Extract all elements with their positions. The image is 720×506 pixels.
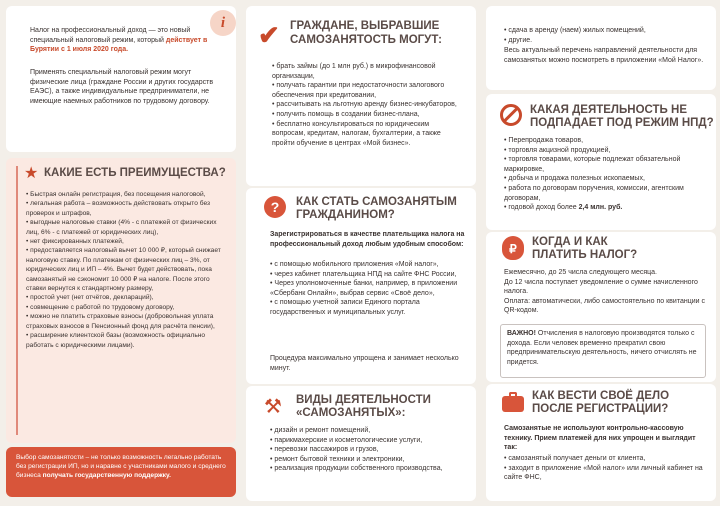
business-title-2: ПОСЛЕ РЕГИСТРАЦИИ? <box>532 403 669 415</box>
howto-title-2: ГРАЖДАНИНОМ? <box>296 209 395 221</box>
kinds-title-2: «САМОЗАНЯТЫХ»: <box>296 407 406 419</box>
intro-panel <box>6 6 236 152</box>
rights-title-2: САМОЗАНЯТОСТЬ МОГУТ: <box>290 34 443 46</box>
briefcase-icon <box>502 396 524 412</box>
list-item: • Через уполномоченные банки, например, в приложении «Сбербанк Онлайн», выбрав сервис «Своё дело», <box>270 279 466 298</box>
prohibited-icon <box>500 104 522 126</box>
notallowed-title-1: КАКАЯ ДЕЯТЕЛЬНОСТЬ НЕ <box>530 104 687 116</box>
list-item: • перевозки пассажиров и грузов, <box>270 445 470 455</box>
howto-tail: Процедура максимально упрощена и занимает несколько минут. <box>270 355 459 372</box>
list-item: • легальная работа – возможность действовать открыто без проверок и штрафов, <box>26 199 231 218</box>
list-item: • добыча и продажа полезных ископаемых, <box>504 174 709 184</box>
advantages-list <box>26 190 231 350</box>
howto-lead: Зарегистрироваться в качестве плательщика налога на профессиональный доход любым удобным способом: <box>270 231 465 248</box>
list-item: • рассчитывать на льготную аренду бизнес-инкубаторов, <box>272 100 462 110</box>
list-item: • заходит в приложение «Мой налог» или личный кабинет на сайте ФНС, <box>504 464 709 483</box>
list-item: • торговля акцизной продукцией, <box>504 146 709 156</box>
intro-text-2: Применять специальный налоговый режим могут физические лица (граждане России и других государств ЕАЭС), а также индивидуальные предприниматели, не имеющие наемных работников по трудовому договору. <box>30 69 214 105</box>
list-item: • с помощью мобильного приложения «Мой налог», <box>270 260 466 270</box>
list-item: • ремонт бытовой техники и электроники, <box>270 455 470 465</box>
info-icon: i <box>210 10 236 36</box>
notallowed-list <box>504 136 709 213</box>
pay-panel <box>486 232 716 382</box>
column-left <box>0 0 240 506</box>
notallowed-panel <box>486 94 716 230</box>
list-item: • можно не платить страховые взносы (добровольная уплата страховых взносов в Пенсионный фонд для расчёта пенсии), <box>26 312 231 331</box>
list-item: • выгодные налоговые ставки (4% - с платежей от физических лиц, 6% - с платежей от юридических лиц), <box>26 218 231 237</box>
kinds-note: Весь актуальный перечень направлений деятельности для самозанятых можно посмотреть в приложении «Мой Налог». <box>504 47 704 64</box>
list-item: • с помощью учетной записи Единого портала государственных и муниципальных услуг. <box>270 298 466 317</box>
list-item: • Быстрая онлайн регистрация, без посещения налоговой, <box>26 190 231 199</box>
list-item: • через кабинет плательщика НПД на сайте ФНС России, <box>270 270 466 280</box>
list-item: • торговля товарами, которые подлежат обязательной маркировке, <box>504 155 709 174</box>
pay-text: Ежемесячно, до 25 числа следующего месяца. До 12 числа поступает уведомление о сумме начисленного налога. Оплата: автоматически, либо самостоятельно по квитанции с QR-кодом. <box>504 269 705 315</box>
column-right <box>480 0 720 506</box>
business-list <box>504 454 709 483</box>
kinds-list <box>270 426 470 474</box>
advantages-panel <box>6 158 236 443</box>
rights-title-1: ГРАЖДАНЕ, ВЫБРАВШИЕ <box>290 20 440 32</box>
business-title-1: КАК ВЕСТИ СВОЁ ДЕЛО <box>532 390 670 402</box>
list-item: • бесплатно консультироваться по юридическим вопросам, кредитам, налогам, бухгалтерии, а также пройти обучение в центрах «Мой бизнес». <box>272 120 462 149</box>
list-item: • работа по договорам поручения, комиссии, агентским договорам, <box>504 184 709 203</box>
pay-title-1: КОГДА И КАК <box>532 236 608 248</box>
list-item: • реализация продукции собственного производства, <box>270 464 470 474</box>
business-panel <box>486 384 716 501</box>
money-bag-icon: ₽ <box>502 236 524 260</box>
howto-title-1: КАК СТАТЬ САМОЗАНЯТЫМ <box>296 196 457 208</box>
list-item: • дизайн и ремонт помещений, <box>270 426 470 436</box>
list-item: • парикмахерские и косметологические услуги, <box>270 436 470 446</box>
list-item: • расширение клиентской базы (возможность официально работать с юридическими лицами). <box>26 331 231 350</box>
star-icon: ★ <box>24 165 39 182</box>
rights-panel <box>246 6 476 186</box>
intro-text: Налог на профессиональный доход — это новый специальный налоговый режим, который действует в Бурятии с 1 июля 2020 года. <box>30 27 208 54</box>
kinds-title-1: ВИДЫ ДЕЯТЕЛЬНОСТИ <box>296 394 431 406</box>
list-item: • совмещение с работой по трудовому договору, <box>26 303 231 312</box>
list-item: • самозанятый получает деньги от клиента, <box>504 454 709 464</box>
kinds-panel <box>246 386 476 501</box>
kinds-list-cont <box>504 26 704 45</box>
list-item: • простой учет (нет отчётов, деклараций), <box>26 293 231 302</box>
howto-list <box>270 260 466 318</box>
choice-banner: Выбор самозанятости – не только возможность легально работать без регистрации ИП, но и наравне с участниками малого и среднего бизнеса получать государственную поддержку. <box>6 447 236 497</box>
list-item: • Перепродажа товаров, <box>504 136 709 146</box>
advantages-title: КАКИЕ ЕСТЬ ПРЕИМУЩЕСТВА? <box>44 167 226 179</box>
list-item: • нет фиксированных платежей, <box>26 237 231 246</box>
list-item: • получить помощь в создании бизнес-плана, <box>272 110 462 120</box>
rights-list <box>272 62 462 148</box>
list-item: • брать займы (до 1 млн руб.) в микрофинансовой организации, <box>272 62 462 81</box>
hammer-wrench-icon: ⚒ <box>264 396 282 418</box>
column-middle <box>240 0 480 506</box>
list-item: • другие. <box>504 36 704 46</box>
kinds-continued <box>486 6 716 90</box>
pay-title-2: ПЛАТИТЬ НАЛОГ? <box>532 249 638 261</box>
notallowed-title-2: ПОДПАДАЕТ ПОД РЕЖИМ НПД? <box>530 117 714 129</box>
important-box: ВАЖНО! Отчисления в налоговую производятся только с дохода. Если человек временно прекратил свою предпринимательскую деятельность, ничего отчислять не придется. <box>500 324 706 378</box>
howto-panel <box>246 188 476 384</box>
list-item: • получать гарантии при недостаточности залогового обеспечения при кредитовании, <box>272 81 462 100</box>
checkmark-icon: ✔ <box>258 20 280 50</box>
list-item: • предоставляется налоговый вычет 10 000 ₽, который снижает налоговую ставку. По платежам от физических лиц – 3%, от юридических лиц и ИП – 4%. Вычет будет действовать, пока самозанятый не сэкономит 10 000 ₽ на налоге. После этого ставки вернутся к стандартному размеру, <box>26 246 231 293</box>
question-icon: ? <box>264 196 286 218</box>
list-item: • сдача в аренду (наем) жилых помещений, <box>504 26 704 36</box>
business-lead: Самозанятые не используют контрольно-кассовую технику. Прием платежей для них упрощен и выглядит так: <box>504 425 696 452</box>
list-item: • годовой доход более 2,4 млн. руб. <box>504 203 709 213</box>
